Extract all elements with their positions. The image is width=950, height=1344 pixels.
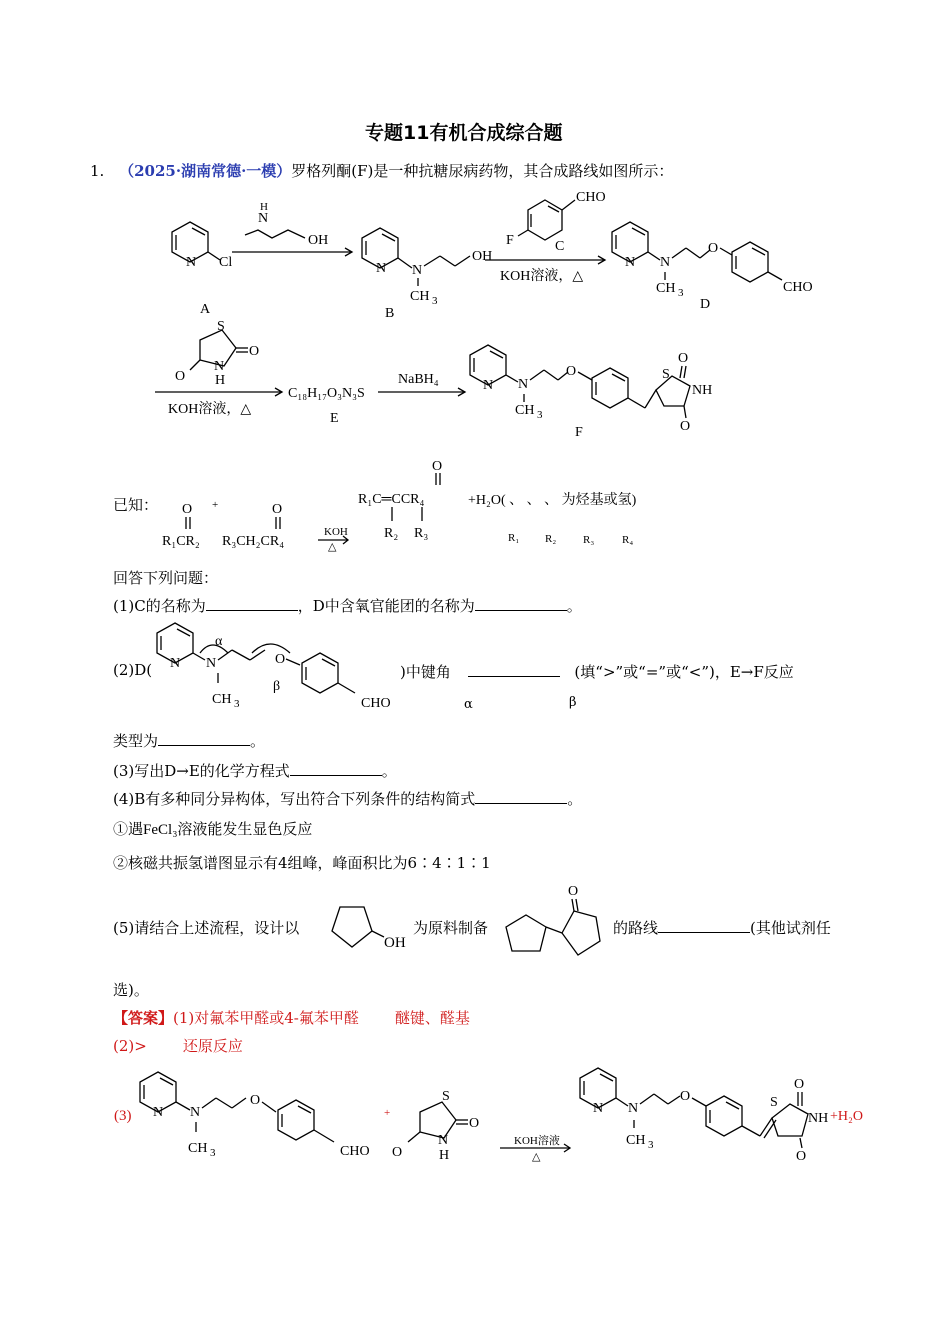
cyclopentanol-structure bbox=[318, 895, 418, 965]
plus-sign: + bbox=[212, 499, 219, 511]
arrow-d-e bbox=[155, 388, 282, 417]
ch3-label: CH bbox=[626, 1133, 646, 1148]
question-source: （2025·湖南常德·一模） bbox=[119, 162, 292, 180]
q3-text-b: 。 bbox=[381, 762, 397, 780]
q5-text-b: 为原料制备 bbox=[413, 919, 489, 937]
arrow-a-b bbox=[232, 201, 352, 256]
known-tail: +H₂O( 、 、 、 为烃基或氢) bbox=[468, 493, 637, 508]
o-label: O bbox=[794, 1077, 805, 1092]
answer-blank[interactable] bbox=[206, 596, 298, 611]
known-reaction bbox=[150, 455, 850, 555]
koh-condition: KOH溶液，△ bbox=[500, 269, 584, 284]
answer-3-label: (3) bbox=[114, 1108, 132, 1124]
heat-symbol: △ bbox=[532, 1151, 541, 1163]
nh-label: NH bbox=[692, 383, 713, 398]
answer-label: 【答案】 bbox=[113, 1009, 174, 1027]
q2-line1 bbox=[400, 661, 794, 682]
oh-label: OH bbox=[308, 233, 329, 248]
koh-reagent: KOH溶液 bbox=[514, 1135, 560, 1147]
ch3-label: CH bbox=[656, 281, 676, 296]
label-a: A bbox=[200, 302, 211, 317]
plus-sign: + bbox=[384, 1107, 391, 1119]
n-label: N bbox=[412, 263, 423, 278]
label-f: F bbox=[575, 425, 583, 440]
question-header bbox=[90, 160, 673, 181]
o-label: O bbox=[250, 1093, 261, 1108]
compound-a bbox=[172, 222, 232, 317]
n-label: N bbox=[214, 359, 225, 374]
label-c: C bbox=[555, 239, 565, 254]
q1-text-b: ，D中含氧官能团的名称为 bbox=[297, 597, 475, 615]
s-label: S bbox=[770, 1095, 778, 1110]
nabh4-reagent: NaBH₄ bbox=[398, 372, 439, 387]
answer-blank[interactable] bbox=[158, 731, 250, 746]
condition-1 bbox=[113, 818, 312, 839]
thiazolidinedione-reagent bbox=[175, 319, 259, 388]
known-r3ch2cr4: R₃CH₂CR₄ bbox=[222, 534, 285, 549]
h-label: H bbox=[260, 201, 268, 213]
n-label: N bbox=[170, 656, 181, 671]
cho-label: CHO bbox=[783, 280, 813, 295]
sub-3: 3 bbox=[432, 295, 438, 307]
n-label: N bbox=[153, 1105, 164, 1120]
answer-blank[interactable] bbox=[475, 596, 567, 611]
answer-2b: 还原反应 bbox=[182, 1037, 243, 1055]
o-label: O bbox=[708, 241, 719, 256]
cond2-ratio: 6∶4∶1∶1 bbox=[407, 854, 491, 872]
q1-text-a: (1)C的名称为 bbox=[113, 597, 206, 615]
ch3-label: CH bbox=[212, 692, 232, 707]
known-product: R₁C═CCR₄ bbox=[358, 492, 425, 507]
q2-line2-a: 类型为 bbox=[113, 732, 159, 750]
q3-text-a: (3)写出D→E的化学方程式 bbox=[113, 762, 290, 780]
page-title: 专题11有机合成综合题 bbox=[365, 122, 563, 144]
oh-label: OH bbox=[384, 935, 406, 951]
answer-1a: (1)对氟苯甲醛或4-氟苯甲醛 bbox=[173, 1009, 359, 1027]
n-label: N bbox=[628, 1101, 639, 1116]
s-label: S bbox=[662, 367, 670, 382]
answer-blank[interactable] bbox=[658, 918, 750, 933]
oh-label: OH bbox=[472, 249, 493, 264]
r2-label: R₂ bbox=[545, 533, 557, 545]
arrow-b-d bbox=[485, 190, 606, 284]
o-label: O bbox=[275, 652, 286, 667]
compound-d bbox=[612, 222, 813, 312]
sub-3: 3 bbox=[210, 1147, 216, 1159]
ch3-label: CH bbox=[515, 403, 535, 418]
target-ketone-structure bbox=[490, 875, 620, 975]
n-label: N bbox=[186, 255, 197, 270]
koh-condition: KOH溶液，△ bbox=[168, 402, 252, 417]
q2-tail: (填“>”或“=”或“<”)，E→F反应 bbox=[574, 663, 794, 681]
o-label: O bbox=[566, 364, 577, 379]
o-label: O bbox=[175, 369, 186, 384]
answer-blank[interactable] bbox=[468, 662, 560, 677]
n-label: N bbox=[258, 211, 269, 226]
cond1-a: ①遇 bbox=[113, 820, 144, 838]
o-label: O bbox=[678, 351, 689, 366]
cho-label: CHO bbox=[361, 696, 391, 711]
n-label: N bbox=[518, 377, 529, 392]
question-intro: 罗格列酮(F)是一种抗糖尿病药物，其合成路线如图所示： bbox=[291, 162, 674, 180]
answer-1b: 醚键、醛基 bbox=[394, 1009, 470, 1027]
cho-label: CHO bbox=[576, 190, 606, 205]
q5-line1 bbox=[613, 917, 831, 938]
q4-text-a: (4)B有多种同分异构体，写出符合下列条件的结构简式 bbox=[113, 790, 476, 808]
koh-reagent: KOH bbox=[324, 526, 348, 538]
n-label: N bbox=[190, 1105, 201, 1120]
n-label: N bbox=[483, 378, 494, 393]
o-label: O bbox=[272, 502, 283, 517]
alpha-under: α bbox=[464, 697, 473, 712]
cl-label: Cl bbox=[219, 255, 233, 270]
q5-line2: 选)。 bbox=[113, 981, 149, 999]
q5-text-c: 的路线 bbox=[613, 919, 659, 937]
n-label: N bbox=[206, 656, 217, 671]
o-label: O bbox=[249, 344, 260, 359]
h-label: H bbox=[215, 373, 226, 388]
q1-text-c: 。 bbox=[566, 597, 582, 615]
answer-3-equation bbox=[100, 1060, 880, 1180]
o-label: O bbox=[568, 884, 579, 899]
r3-label: R₃ bbox=[583, 534, 595, 546]
o-label: O bbox=[432, 459, 443, 474]
synthesis-scheme bbox=[0, 180, 950, 450]
q2-mid: )中键角 bbox=[400, 663, 451, 681]
alpha-label: α bbox=[215, 634, 223, 649]
h-label: H bbox=[439, 1148, 450, 1163]
answer-blank[interactable] bbox=[290, 761, 382, 776]
q2-line2-b: 。 bbox=[250, 732, 266, 750]
n-label: N bbox=[660, 255, 671, 270]
o-label: O bbox=[182, 502, 193, 517]
r1-label: R₁ bbox=[508, 532, 520, 544]
q5-text-a: (5)请结合上述流程，设计以 bbox=[113, 919, 300, 937]
s-label: S bbox=[217, 319, 225, 334]
compound-b bbox=[362, 228, 492, 321]
o-label: O bbox=[680, 419, 691, 434]
cond1-b: 溶液能发生显色反应 bbox=[177, 820, 313, 838]
ch3-label: CH bbox=[410, 289, 430, 304]
answer-2 bbox=[113, 1035, 243, 1056]
cond2-text: ②核磁共振氢谱图显示有4组峰，峰面积比为 bbox=[113, 854, 408, 872]
n-label: N bbox=[625, 255, 636, 270]
beta-label: β bbox=[273, 679, 281, 694]
sub-3: 3 bbox=[234, 698, 240, 710]
known-product-r3: R₃ bbox=[414, 526, 429, 541]
n-label: N bbox=[593, 1101, 604, 1116]
o-label: O bbox=[680, 1089, 691, 1104]
subquestion-3 bbox=[113, 760, 397, 781]
n-label: N bbox=[376, 261, 387, 276]
ch3-label: CH bbox=[188, 1141, 208, 1156]
s-label: S bbox=[442, 1089, 450, 1104]
o-label: O bbox=[469, 1116, 480, 1131]
sub-3: 3 bbox=[537, 409, 543, 421]
nh-label: NH bbox=[808, 1111, 829, 1126]
answer-1 bbox=[113, 1007, 470, 1028]
q2-line2 bbox=[113, 730, 265, 751]
beta-under: β bbox=[569, 695, 577, 710]
known-product-r2: R₂ bbox=[384, 526, 399, 541]
q5-text-d: (其他试剂任 bbox=[750, 919, 831, 937]
label-b: B bbox=[385, 306, 395, 321]
condition-2 bbox=[113, 852, 491, 873]
sub-3: 3 bbox=[678, 287, 684, 299]
o-label: O bbox=[392, 1145, 403, 1160]
known-r1cr2: R₁CR₂ bbox=[162, 534, 200, 549]
sub-3: 3 bbox=[648, 1139, 654, 1151]
compound-f bbox=[470, 345, 712, 440]
answer-prompt: 回答下列问题： bbox=[113, 569, 219, 587]
answer-2a: (2)> bbox=[113, 1037, 147, 1055]
subquestion-1 bbox=[113, 595, 582, 616]
cho-label: CHO bbox=[340, 1144, 370, 1159]
known-label: 已知： bbox=[113, 496, 159, 514]
label-e: E bbox=[330, 411, 339, 426]
f-label: F bbox=[506, 233, 514, 248]
label-d: D bbox=[700, 297, 711, 312]
o-label: O bbox=[796, 1149, 807, 1164]
q2-prefix: (2)D( bbox=[113, 661, 153, 679]
question-number: 1. bbox=[90, 162, 105, 180]
e-formula: C₁₈H₁₇O₃N₃S bbox=[288, 386, 365, 401]
n-label: N bbox=[438, 1133, 449, 1148]
r4-label: R₄ bbox=[622, 534, 634, 546]
fecl3: FeCl₃ bbox=[143, 822, 178, 838]
heat-symbol: △ bbox=[328, 541, 337, 553]
water-product: +H₂O bbox=[830, 1109, 863, 1124]
arrow-e-f bbox=[378, 372, 465, 396]
q4-text-b: 。 bbox=[567, 790, 583, 808]
answer-blank[interactable] bbox=[475, 789, 567, 804]
compound-d-angle bbox=[140, 615, 420, 715]
subquestion-4 bbox=[113, 788, 582, 809]
